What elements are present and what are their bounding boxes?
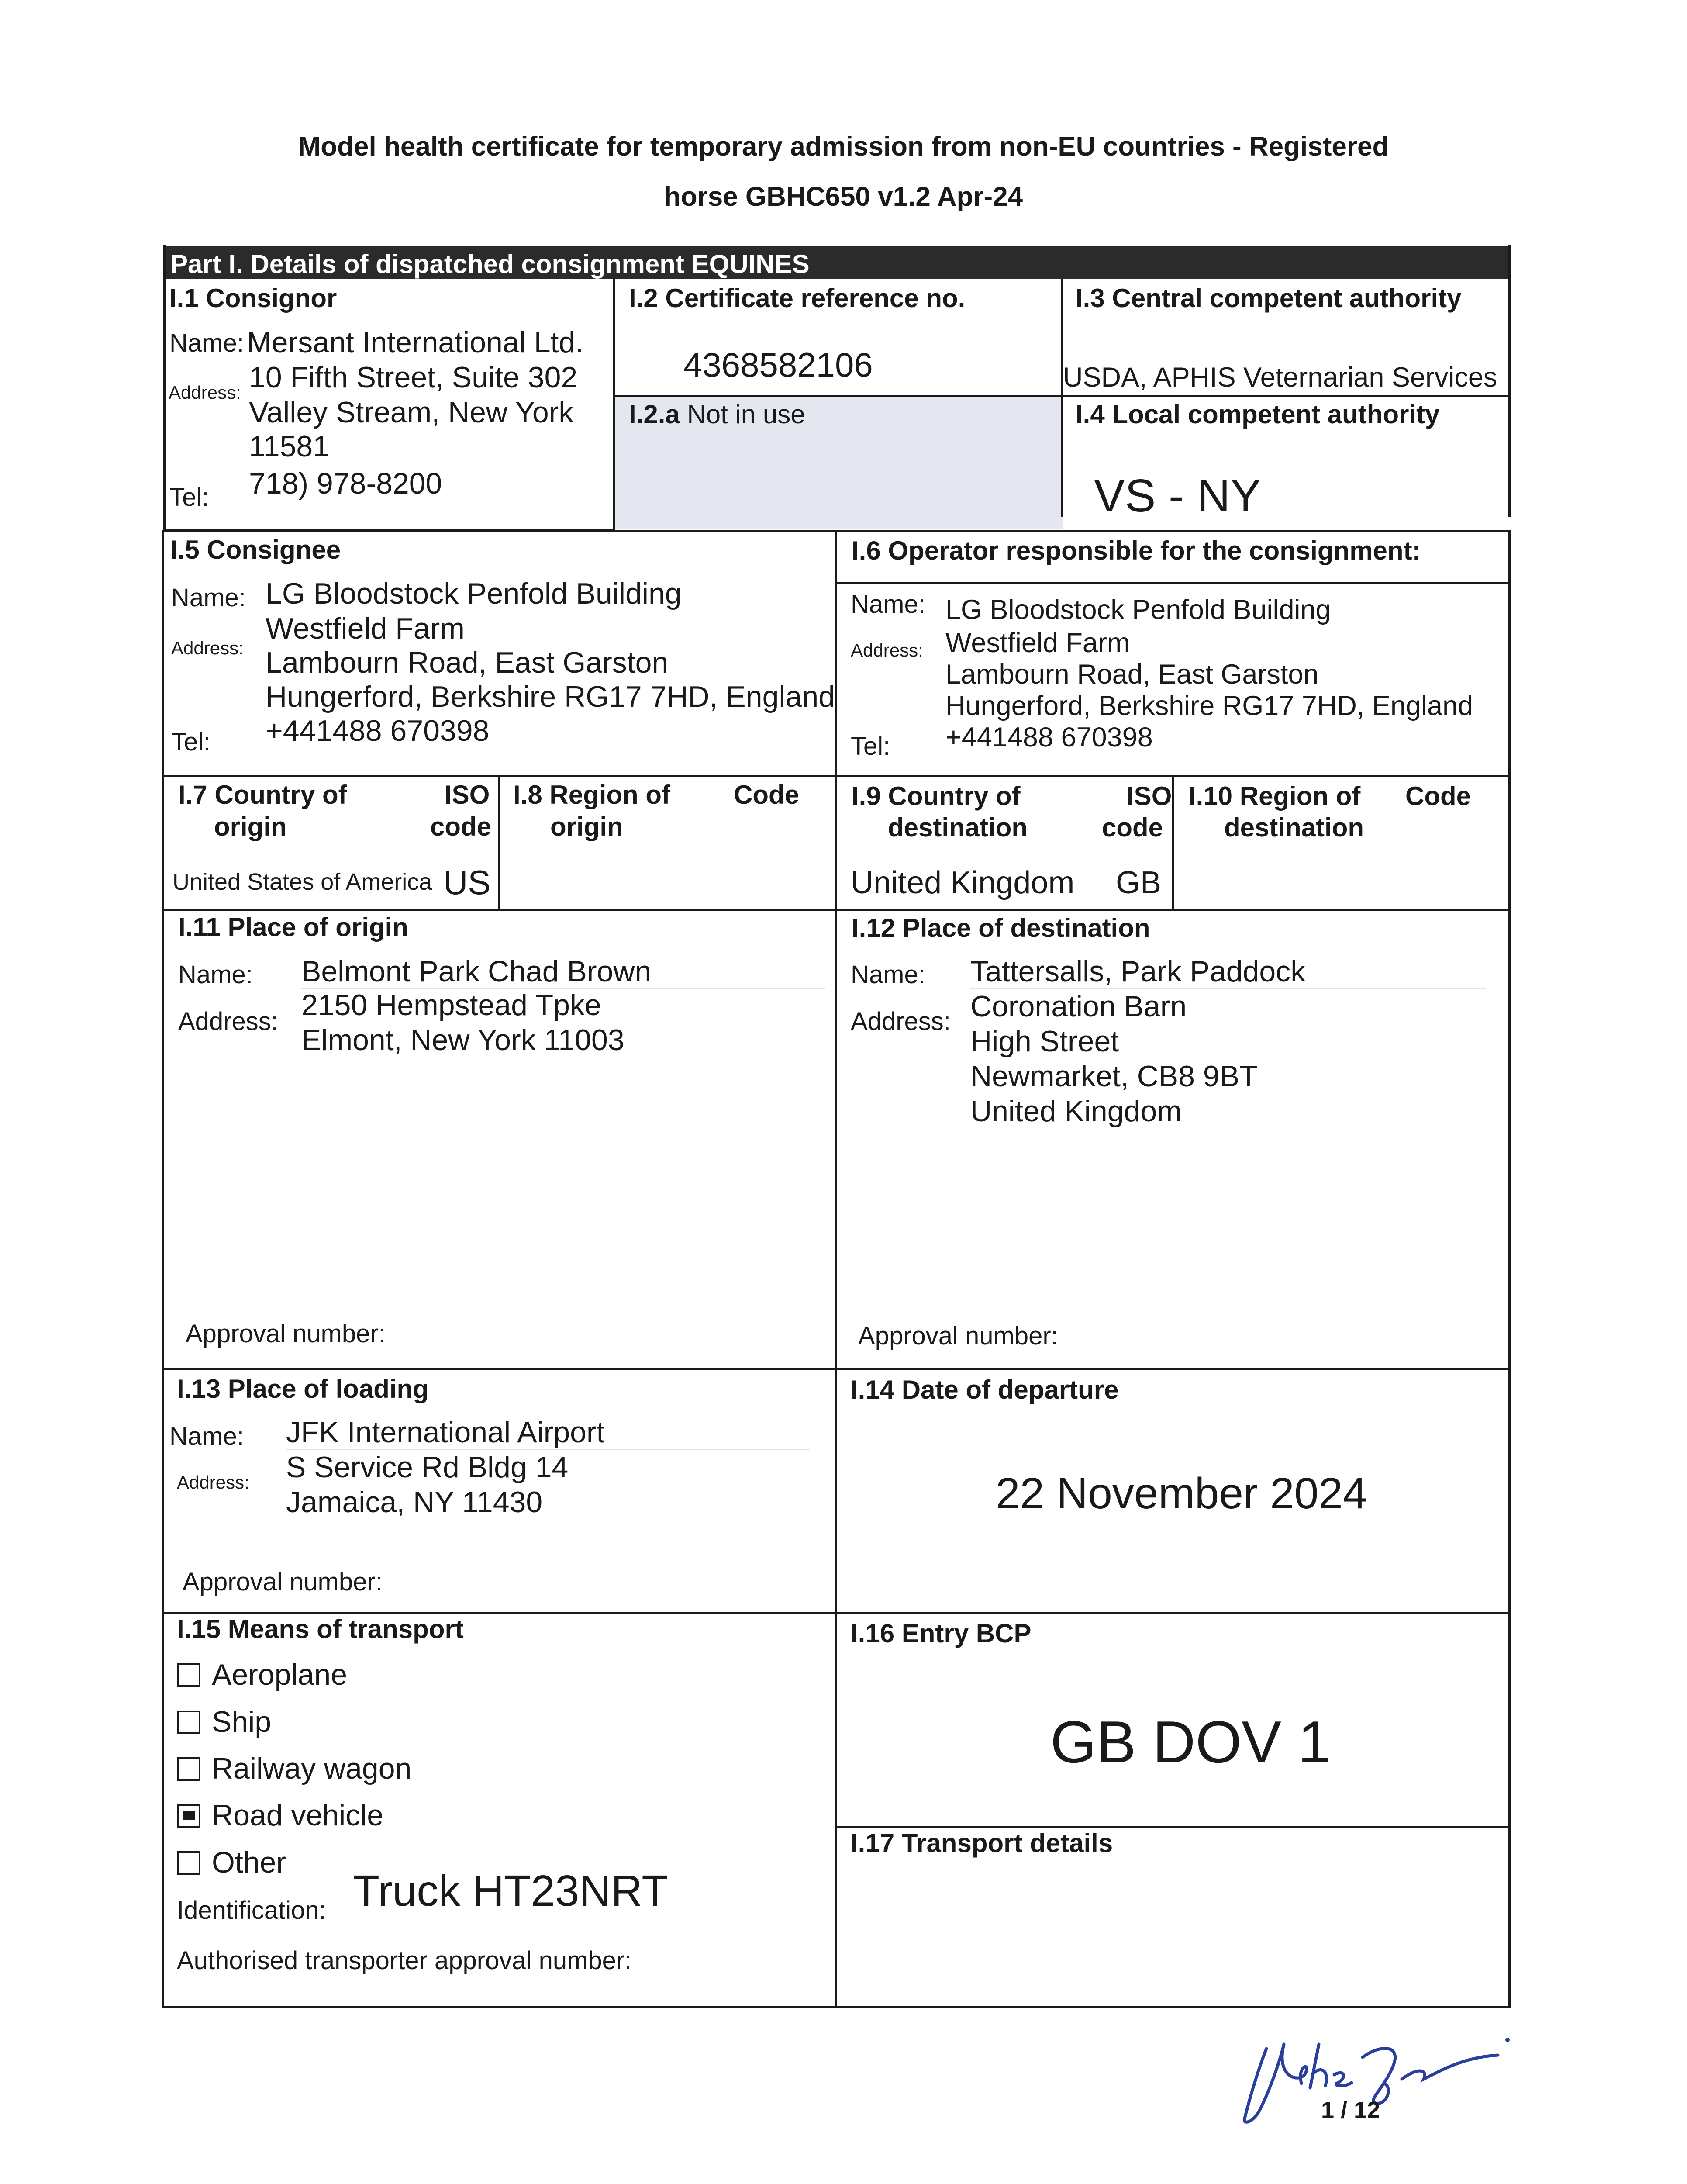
other-checkbox[interactable] xyxy=(177,1851,200,1875)
grid-line xyxy=(162,530,164,2008)
departure-heading: I.14 Date of departure xyxy=(851,1375,1119,1404)
consignor-heading: I.1 Consignor xyxy=(169,283,337,313)
local-authority-value: VS - NY xyxy=(1094,470,1261,522)
grid-line xyxy=(162,2006,1511,2008)
place-loading-approval-label: Approval number: xyxy=(183,1568,383,1596)
grid-line xyxy=(1172,775,1174,910)
departure-date: 22 November 2024 xyxy=(996,1469,1367,1518)
not-in-use-code: I.2.a xyxy=(629,400,680,429)
grid-line xyxy=(162,775,1511,777)
consignee-address-line2: Lambourn Road, East Garston xyxy=(266,646,669,679)
consignor-name-label: Name: xyxy=(169,329,244,357)
operator-address-line1: Westfield Farm xyxy=(945,628,1130,658)
place-origin-name: Belmont Park Chad Brown xyxy=(301,955,652,988)
place-loading-address-line2: Jamaica, NY 11430 xyxy=(286,1486,543,1519)
place-origin-address-line1: 2150 Hempstead Tpke xyxy=(301,988,601,1022)
grid-line xyxy=(613,279,615,530)
transport-heading: I.15 Means of transport xyxy=(177,1614,464,1644)
place-origin-address-label: Address: xyxy=(178,1007,278,1036)
country-destination-iso-line1: ISO xyxy=(1127,781,1172,811)
operator-address-line3: Hungerford, Berkshire RG17 7HD, England xyxy=(945,691,1473,721)
railway-wagon-label: Railway wagon xyxy=(212,1752,412,1785)
country-destination-iso: GB xyxy=(1116,865,1162,900)
grid-line xyxy=(1061,279,1063,517)
operator-tel-label: Tel: xyxy=(851,732,890,760)
operator-address-line2: Lambourn Road, East Garston xyxy=(945,659,1319,690)
place-loading-name-label: Name: xyxy=(169,1422,244,1451)
place-origin-approval-label: Approval number: xyxy=(186,1320,386,1348)
transporter-approval-label: Authorised transporter approval number: xyxy=(177,1946,632,1975)
region-origin-heading-line2: origin xyxy=(550,812,623,841)
place-destination-address-line4: United Kingdom xyxy=(970,1095,1182,1128)
railway-wagon-checkbox[interactable] xyxy=(177,1757,200,1781)
consignee-tel: +441488 670398 xyxy=(266,714,490,747)
aeroplane-label: Aeroplane xyxy=(212,1658,348,1691)
country-origin-value: United States of America xyxy=(172,869,432,895)
grid-line xyxy=(498,775,500,910)
grid-line xyxy=(613,395,1511,397)
operator-name-label: Name: xyxy=(851,590,925,619)
place-destination-address-line2: High Street xyxy=(970,1025,1119,1058)
consignee-address-line1: Westfield Farm xyxy=(266,612,465,645)
consignor-tel-label: Tel: xyxy=(169,483,209,511)
road-vehicle-label: Road vehicle xyxy=(212,1799,384,1832)
ship-label: Ship xyxy=(212,1705,272,1738)
identification-value: Truck HT23NRT xyxy=(353,1866,669,1915)
country-origin-heading-line1: I.7 Country of xyxy=(178,780,347,809)
grid-line xyxy=(835,582,1511,584)
operator-heading: I.6 Operator responsible for the consignment: xyxy=(852,536,1421,565)
place-loading-address-line1: S Service Rd Bldg 14 xyxy=(286,1451,569,1484)
grid-line xyxy=(1508,530,1511,2008)
central-authority-heading: I.3 Central competent authority xyxy=(1076,283,1462,313)
country-destination-heading-line2: destination xyxy=(888,813,1028,842)
country-destination-iso-line2: code xyxy=(1102,813,1163,842)
place-destination-approval-label: Approval number: xyxy=(858,1322,1058,1350)
road-vehicle-checkbox[interactable] xyxy=(177,1804,200,1828)
place-destination-heading: I.12 Place of destination xyxy=(852,913,1150,943)
consignee-address-line3: Hungerford, Berkshire RG17 7HD, England xyxy=(266,680,835,713)
certificate-ref-value: 4368582106 xyxy=(683,346,873,384)
region-origin-code-label: Code xyxy=(734,780,799,809)
consignor-address-line3: 11581 xyxy=(249,430,330,463)
region-destination-heading-line2: destination xyxy=(1224,813,1364,842)
place-destination-address-line1: Coronation Barn xyxy=(970,990,1187,1023)
certificate-title-line1: Model health certificate for temporary admission from non-EU countries - Registered xyxy=(298,131,1389,162)
local-authority-heading: I.4 Local competent authority xyxy=(1076,400,1440,429)
country-destination-heading-line1: I.9 Country of xyxy=(852,781,1021,811)
place-origin-heading: I.11 Place of origin xyxy=(178,912,408,942)
consignee-address-label: Address: xyxy=(171,638,244,658)
central-authority-value: USDA, APHIS Veternarian Services xyxy=(1063,362,1497,393)
not-in-use-field xyxy=(629,399,805,429)
consignor-address-line1: 10 Fifth Street, Suite 302 xyxy=(249,361,578,394)
identification-label: Identification: xyxy=(177,1896,326,1925)
region-origin-heading-line1: I.8 Region of xyxy=(513,780,670,809)
place-loading-name: JFK International Airport xyxy=(286,1416,605,1449)
consignor-name: Mersant International Ltd. xyxy=(247,326,584,359)
transport-details-heading: I.17 Transport details xyxy=(851,1828,1113,1858)
country-destination-value: United Kingdom xyxy=(851,865,1075,900)
certificate-ref-heading: I.2 Certificate reference no. xyxy=(629,283,966,313)
certificate-title-line2: horse GBHC650 v1.2 Apr-24 xyxy=(664,182,1023,212)
country-origin-iso: US xyxy=(443,863,491,902)
operator-name: LG Bloodstock Penfold Building xyxy=(945,594,1331,625)
consignor-address-label: Address: xyxy=(169,382,241,403)
grid-line xyxy=(1508,245,1511,517)
place-origin-address-line2: Elmont, New York 11003 xyxy=(301,1023,624,1057)
entry-bcp-heading: I.16 Entry BCP xyxy=(851,1619,1032,1648)
region-destination-code-label: Code xyxy=(1405,781,1471,811)
page-number: 1 / 12 xyxy=(1321,2097,1380,2123)
consignee-tel-label: Tel: xyxy=(171,728,211,756)
country-origin-heading-line2: origin xyxy=(214,812,287,841)
consignee-heading: I.5 Consignee xyxy=(170,535,341,564)
place-destination-address-line3: Newmarket, CB8 9BT xyxy=(970,1060,1258,1093)
grid-line xyxy=(835,530,837,2008)
grid-line xyxy=(162,909,1511,911)
part-header-bar xyxy=(165,246,1510,279)
place-destination-name: Tattersalls, Park Paddock xyxy=(970,955,1306,988)
other-label: Other xyxy=(212,1846,286,1879)
consignee-name: LG Bloodstock Penfold Building xyxy=(266,577,682,610)
operator-tel: +441488 670398 xyxy=(945,722,1153,753)
country-origin-iso-line1: ISO xyxy=(445,780,490,809)
not-in-use-text: Not in use xyxy=(687,400,805,429)
operator-address-label: Address: xyxy=(851,640,923,660)
consignor-tel: 718) 978-8200 xyxy=(249,467,442,500)
place-origin-name-label: Name: xyxy=(178,961,253,989)
consignee-name-label: Name: xyxy=(171,584,246,612)
part-header-text: Part I. Details of dispatched consignment EQUINES xyxy=(170,249,810,279)
ship-checkbox[interactable] xyxy=(177,1711,200,1734)
place-destination-name-label: Name: xyxy=(851,961,925,989)
place-loading-address-label: Address: xyxy=(177,1472,249,1493)
grid-line xyxy=(163,245,166,530)
entry-bcp-value: GB DOV 1 xyxy=(1050,1709,1331,1775)
place-destination-address-label: Address: xyxy=(851,1007,951,1036)
region-destination-heading-line1: I.10 Region of xyxy=(1189,781,1361,811)
place-loading-heading: I.13 Place of loading xyxy=(177,1374,429,1403)
consignor-address-line2: Valley Stream, New York xyxy=(249,396,574,429)
grid-line xyxy=(162,1368,1511,1370)
country-origin-iso-line2: code xyxy=(430,812,492,841)
aeroplane-checkbox[interactable] xyxy=(177,1663,200,1687)
